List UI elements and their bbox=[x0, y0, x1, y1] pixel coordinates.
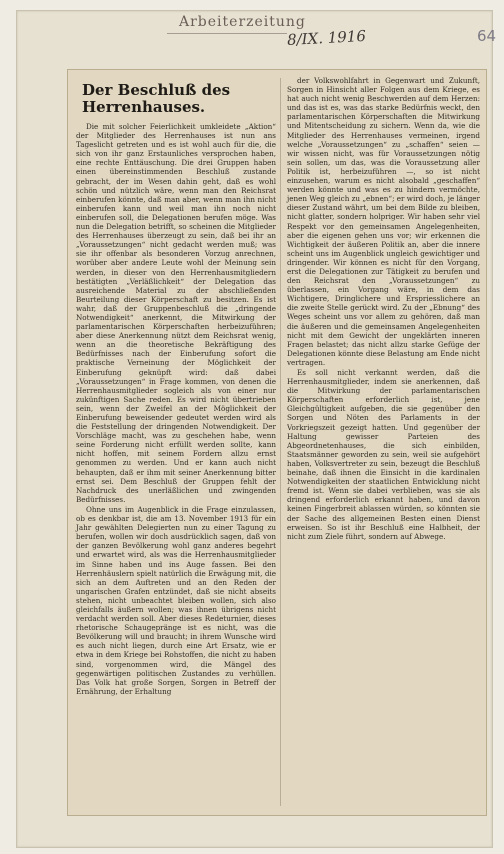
stamp-underline bbox=[167, 33, 287, 34]
page-number: 64 bbox=[477, 27, 497, 45]
paragraph: Es soll nicht verkannt werden, daß die Herrenhausmitglieder, indem sie anerkennen, daß die Mitwirkung der parlamentarischen Körperschaften erforderlich ist, jene Gleichgültigkeit aufgeben, die sie gegenüber den Sorgen und Nöten des Parlaments in der Vorkriegszeit gezeigt hatten. Und gegenüber der Haltung gewisser Parteien des Abgeordnetenhauses, die sich einbilden, Staatsmänner geworden zu sein, weil sie aufgehört haben, Volksvertreter zu sein, bezeugt die Beschluß beinahe, daß ihnen die Einsicht in die kardinalen Notwendigkeiten der staatlichen Entwicklung nicht fremd ist. Wenn sie dabei verblieben, was sie als dringend erforderlich erkannt haben, und davon keinen Fingerbreit ablassen würden, so könnten sie der Sache des allgemeinen Besten einen Dienst erweisen. So ist ihr Beschluß eine Halbheit, der nicht zum Ziele führt, sondern auf Abwege. bbox=[287, 368, 480, 541]
article-headline: Der Beschluß des Herrenhauses. bbox=[82, 81, 231, 116]
paragraph: Ohne uns im Augenblick in die Frage einzulassen, ob es denkbar ist, die am 13. November 1913 für ein Jahr gewählten Delegierten nun zu einer Tagung zu berufen, wollen wir doch ausdrücklich sagen, daß von der ganzen Bevölkerung wohl ganz anderes begehrt und erwartet wird, als was die Herrenhausmitglieder im Sinne haben und ins Auge fassen. Bei den Herrenhäuslern spielt natürlich die Erwägung mit, die sich an dem Auftreten und an den Reden der ungarischen Grafen entzündet, daß sie nicht abseits stehen, nicht unbeachtet bleiben wollen, sich also gleichfalls äußern wollen; was ihnen übrigens nicht verdacht werden soll. Aber dieses Redeturnier, dieses rhetorische Schaugepränge ist es nicht, was die Bevölkerung will und braucht; in ihrem Wunsche wird es auch nicht liegen, durch eine Art Ersatz, wie er etwa in dem Kriege bei Rohstoffen, die nicht zu haben sind, vorgenommen wird, die Mängel des gegenwärtigen politischen Zustandes zu verhüllen. Das Volk hat große Sorgen, Sorgen in Betreff der Ernährung, der Erhaltung bbox=[76, 504, 276, 696]
column-divider bbox=[280, 78, 281, 806]
text-column-left bbox=[76, 76, 276, 809]
archive-sheet bbox=[16, 10, 497, 848]
newspaper-clipping bbox=[67, 69, 487, 816]
paragraph: der Volkswohlfahrt in Gegenwart und Zukunft, Sorgen in Hinsicht aller Folgen aus dem Kriege, es hat auch nicht wenig Beschwerden auf dem Herzen: und das ist es, was das starke Bedürfnis weckt, den parlamentarischen Körperschaften die Mitwirkung und Mitentscheidung zu sichern. Wenn da, wie die Mitglieder des Herrenhauses vermeinen, irgend welche „Voraussetzungen“ zu „schaffen“ seien — wir wissen nicht, was für Voraussetzungen nötig sein sollen, um das, was die Voraussetzung aller Politik ist, herbeizuführen —, so ist nicht einzusehen, warum es nicht alsobald „geschaffen“ werden könnte und was es zu hindern vermöchte, jenen Weg gleich zu „ebnen“; er wird doch, je länger dieser Zustand währt, um bei dem Bilde zu bleiben, nicht glatter, sondern holpriger. Wir haben sehr viel Respekt vor den gemeinsamen Angelegenheiten, aber die eigenen gehen uns vor; wir erkennen die Wichtigkeit der äußeren Politik an, aber die innere scheint uns im Augenblick ungleich gewichtiger und dringender. Wir können es nicht für den Vorgang, erst die Delegationen zur Tätigkeit zu berufen und den Reichsrat den „Voraussetzungen“ zu überlassen, ein Vorgang wäre, in dem das Wichtigere, Dringlichere und Erspriesslichere an die zweite Stelle gerückt wird. Zu der „Ebnung“ des Weges scheint uns vor allem zu gehören, daß man die äußeren und die gemeinsamen Angelegenheiten nicht mit dem Gewicht der ungeklärten inneren Fragen belastet; das nicht allzu starke Gefüge der Delegationen könnte diese Belastung am Ende nicht vertragen. bbox=[287, 76, 480, 367]
newspaper-stamp: Arbeiterzeitung bbox=[179, 14, 306, 30]
handwritten-date: 8/IX. 1916 bbox=[286, 26, 367, 50]
text-column-right bbox=[287, 76, 480, 541]
paragraph: Die mit solcher Feierlichkeit umkleidete „Aktion“ der Mitglieder des Herrenhauses ist nun ans Tageslicht getreten und es ist wohl auch für die, die sich von ihr ganz Erstaunliches versprochen haben, eine rechte Enttäuschung. Die drei Gruppen haben einen übereinstimmenden Beschluß zustande gebracht, der im Wesen dahin geht, daß es wohl schön und nützlich wäre, wenn man den Reichsrat einberufen könnte, daß man aber, wenn man ihn nicht einberufen kann und weil man ihn noch nicht einberufen soll, die Delegationen berufen möge. Was nun die Delegation betrifft, so scheinen die Mitglieder des Herrenhauses überzeugt zu sein, daß bei ihr an „Voraussetzungen“ nicht gedacht werden muß; was sie ihr offenbar als besonderen Vorzug anrechnen, worüber aber andere Leute wohl der Meinung sein werden, in dieser von den Herrenhausmitgliedern bestätigten „Verläßlichkeit“ der Delegation das ausreichende Material zu der abschließenden Beurteilung dieser Körperschaft zu besitzen. Es ist wahr, daß der Gruppenbeschluß die „dringende Notwendigkeit“ anerkennt, die Mitwirkung der parlamentarischen Körperschaften herbeizuführen; aber diese Anerkennung nützt dem Reichsrat wenig, wenn an die theoretische Bekräftigung des Bedürfnisses nach der Einberufung sofort die praktische Verneinung der Möglichkeit der Einberufung geknüpft wird: daß dabei „Voraussetzungen“ in Frage kommen, von denen die Herrenhausmitglieder sogleich als von einer nur zukünftigen Sache reden. Es wird nicht übertrieben sein, wenn der Zweifel an der Möglichkeit der Einberufung beweisender gedeutet werden wird als die Feststellung der dringenden Notwendigkeit. Der Vorschläge macht, was zu geschehen habe, wenn seine Forderung nicht erfüllt werden sollte, kann nicht hoffen, mit seinem Fordern allzu ernst genommen zu werden. Und er kann auch nicht behaupten, daß er ihm mit seiner Anerkennung bitter ernst sei. Dem Beschluß der Gruppen fehlt der Nachdruck des unerläßlichen und zwingenden Bedürfnisses. bbox=[76, 122, 276, 504]
